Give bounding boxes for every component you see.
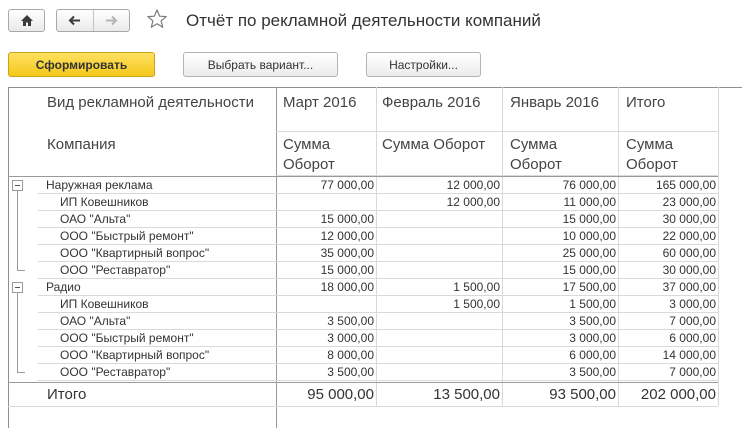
total-top-line xyxy=(8,382,718,383)
table-row[interactable] xyxy=(8,194,742,211)
table-row[interactable] xyxy=(8,296,742,313)
table-row[interactable] xyxy=(8,313,742,330)
value-cell: 30 000,00 xyxy=(662,263,716,277)
group-row[interactable] xyxy=(8,279,742,296)
table-row[interactable] xyxy=(8,211,742,228)
value-cell: 37 000,00 xyxy=(662,280,716,294)
value-cell: 25 000,00 xyxy=(562,246,616,260)
company-name: ООО "Быстрый ремонт" xyxy=(60,331,194,345)
value-cell: 3 000,00 xyxy=(569,331,616,345)
tree-connector-line xyxy=(17,270,25,271)
value-cell: 6 000,00 xyxy=(569,348,616,362)
value-cell: 6 000,00 xyxy=(669,331,716,345)
value-cell: 23 000,00 xyxy=(662,195,716,209)
value-cell: 12 000,00 xyxy=(320,229,374,243)
value-cell: 11 000,00 xyxy=(563,195,616,209)
value-cell: 22 000,00 xyxy=(662,229,716,243)
total-value-cell: 95 000,00 xyxy=(307,386,374,403)
total-label: Итого xyxy=(47,386,87,403)
value-cell: 7 000,00 xyxy=(669,365,716,379)
collapse-group-toggle[interactable] xyxy=(12,180,23,191)
arrow-left-icon xyxy=(68,15,81,26)
table-row[interactable] xyxy=(8,330,742,347)
value-cell: 7 000,00 xyxy=(669,314,716,328)
header-measure-january: Сумма Оборот xyxy=(510,136,562,173)
value-cell: 30 000,00 xyxy=(662,212,716,226)
value-cell: 3 500,00 xyxy=(569,365,616,379)
navigation-buttons xyxy=(56,9,130,32)
table-row[interactable] xyxy=(8,364,742,381)
favorite-star-icon[interactable] xyxy=(146,8,168,30)
value-cell: 17 500,00 xyxy=(562,280,616,294)
window-header xyxy=(0,0,742,44)
value-cell: 15 000,00 xyxy=(562,212,616,226)
company-name: ОАО "Альта" xyxy=(60,314,131,328)
header-group-label: Вид рекламной деятельности xyxy=(47,94,255,111)
home-button[interactable] xyxy=(8,9,45,32)
arrow-right-icon xyxy=(105,15,118,26)
company-name: ООО "Реставратор" xyxy=(60,365,171,379)
total-row[interactable] xyxy=(8,384,742,406)
value-cell: 15 000,00 xyxy=(320,212,374,226)
group-name: Наружная реклама xyxy=(46,178,153,192)
value-cell: 8 000,00 xyxy=(327,348,374,362)
value-cell: 1 500,00 xyxy=(453,280,500,294)
value-cell: 3 000,00 xyxy=(669,297,716,311)
value-cell: 3 500,00 xyxy=(327,314,374,328)
tree-connector-line xyxy=(17,191,18,271)
minus-icon xyxy=(15,185,20,186)
value-cell: 3 500,00 xyxy=(327,365,374,379)
company-name: ООО "Квартирный вопрос" xyxy=(60,246,210,260)
value-cell: 3 000,00 xyxy=(327,331,374,345)
group-row[interactable] xyxy=(8,177,742,194)
group-name: Радио xyxy=(46,280,81,294)
value-cell: 76 000,00 xyxy=(562,178,616,192)
value-cell: 77 000,00 xyxy=(320,178,374,192)
table-row[interactable] xyxy=(8,347,742,364)
table-row[interactable] xyxy=(8,262,742,279)
company-name: ООО "Реставратор" xyxy=(60,263,171,277)
header-period-january: Январь 2016 xyxy=(510,94,599,111)
value-cell: 18 000,00 xyxy=(320,280,374,294)
company-name: ООО "Квартирный вопрос" xyxy=(60,348,210,362)
table-bottom-line xyxy=(8,406,718,407)
value-cell: 35 000,00 xyxy=(320,246,374,260)
row-line xyxy=(38,380,718,381)
report-table[interactable] xyxy=(8,87,742,428)
company-name: ОАО "Альта" xyxy=(60,212,131,226)
command-bar xyxy=(0,50,742,80)
settings-button[interactable]: Настройки... xyxy=(366,52,481,77)
back-button[interactable] xyxy=(57,10,93,31)
value-cell: 60 000,00 xyxy=(662,246,716,260)
value-cell: 12 000,00 xyxy=(446,195,500,209)
total-value-cell: 13 500,00 xyxy=(433,386,500,403)
header-period-total: Итого xyxy=(626,94,666,111)
tree-connector-line xyxy=(17,372,25,373)
company-name: ИП Ковешников xyxy=(60,195,149,209)
total-value-cell: 93 500,00 xyxy=(549,386,616,403)
total-value-cell: 202 000,00 xyxy=(640,386,716,403)
table-row[interactable] xyxy=(8,245,742,262)
value-cell: 3 500,00 xyxy=(569,314,616,328)
value-cell: 14 000,00 xyxy=(662,348,716,362)
header-measure-february: Сумма Оборот xyxy=(382,136,486,153)
minus-icon xyxy=(15,287,20,288)
header-measure-total: Сумма Оборот xyxy=(626,136,678,173)
header-period-march: Март 2016 xyxy=(283,94,357,111)
header-period-february: Февраль 2016 xyxy=(382,94,481,111)
header-row-line xyxy=(276,131,718,132)
report-top-border xyxy=(8,87,742,88)
home-icon xyxy=(20,14,34,27)
value-cell: 165 000,00 xyxy=(655,178,716,192)
value-cell: 15 000,00 xyxy=(320,263,374,277)
company-name: ИП Ковешников xyxy=(60,297,149,311)
page-title: Отчёт по рекламной деятельности компаний xyxy=(186,11,541,30)
forward-button[interactable] xyxy=(93,10,129,31)
generate-button[interactable]: Сформировать xyxy=(8,52,155,77)
choose-variant-button[interactable]: Выбрать вариант... xyxy=(183,52,338,77)
company-name: ООО "Быстрый ремонт" xyxy=(60,229,194,243)
collapse-group-toggle[interactable] xyxy=(12,282,23,293)
table-row[interactable] xyxy=(8,228,742,245)
value-cell: 1 500,00 xyxy=(569,297,616,311)
header-company-label: Компания xyxy=(47,136,116,153)
value-cell: 10 000,00 xyxy=(562,229,616,243)
header-measure-march: Сумма Оборот xyxy=(283,136,335,173)
value-cell: 1 500,00 xyxy=(453,297,500,311)
value-cell: 12 000,00 xyxy=(446,178,500,192)
tree-connector-line xyxy=(17,293,18,373)
value-cell: 15 000,00 xyxy=(562,263,616,277)
